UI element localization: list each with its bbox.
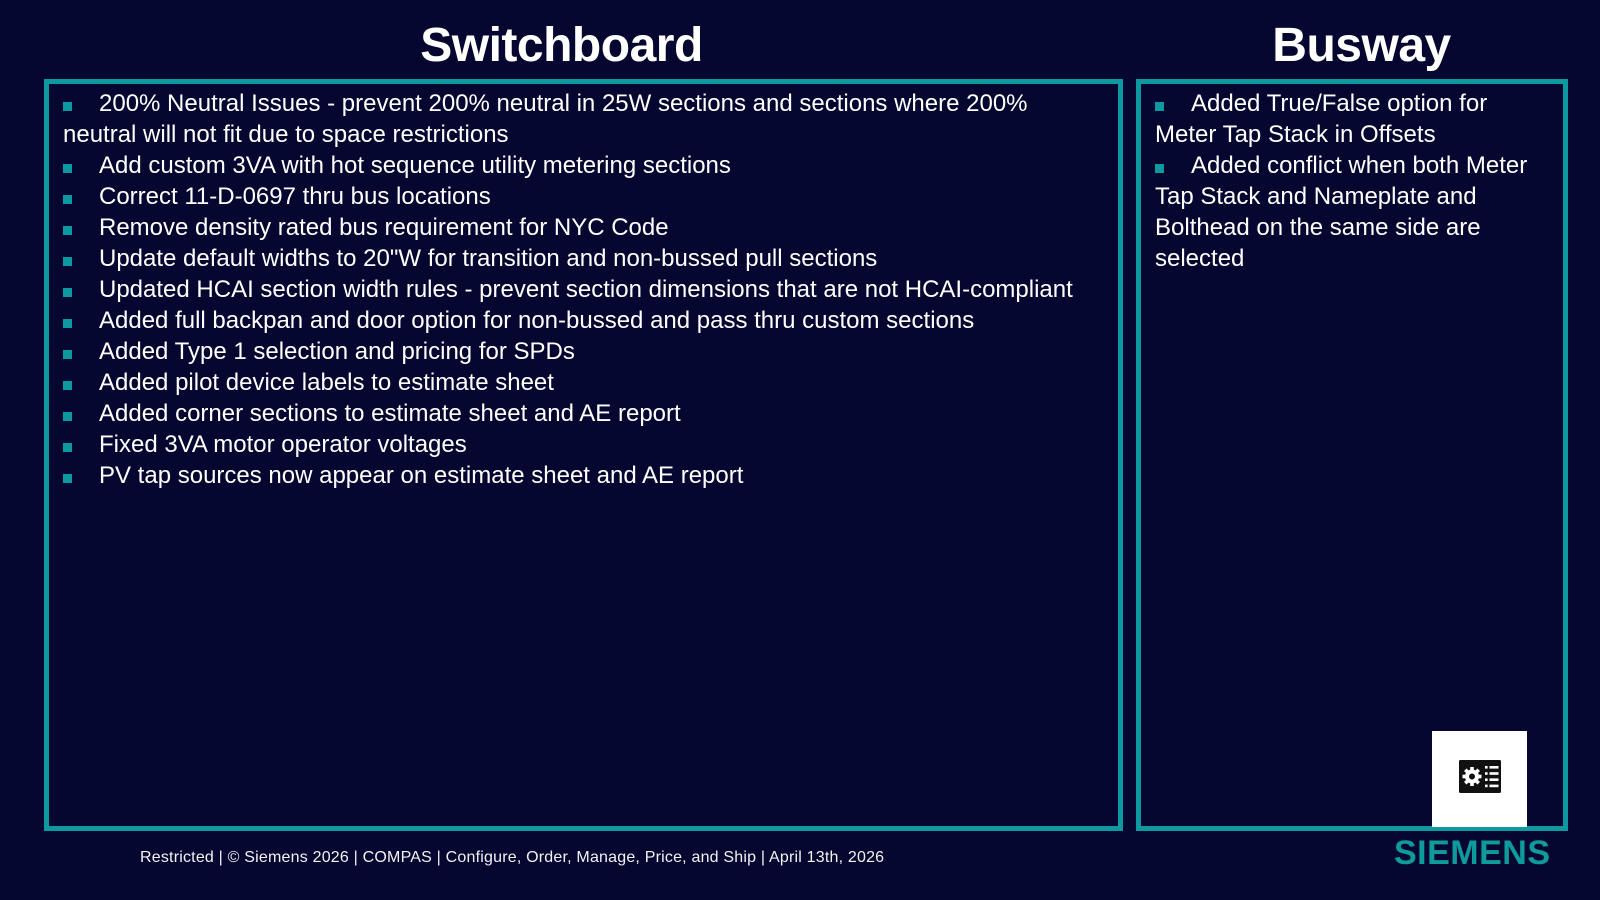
panel-title-switchboard: Switchboard xyxy=(420,19,703,72)
bullet-item: Added Type 1 selection and pricing for SPDs xyxy=(63,336,1102,367)
footer-text: Restricted | © Siemens 2026 | COMPAS | Configure, Order, Manage, Price, and Ship | April 13th, 2026 xyxy=(140,849,885,866)
gear-list-icon xyxy=(1459,760,1501,793)
busway-panel xyxy=(1136,79,1568,831)
bullet-item: PV tap sources now appear on estimate sheet and AE report xyxy=(63,460,1102,491)
bullet-item: Remove density rated bus requirement for NYC Code xyxy=(63,212,1102,243)
panel-title-busway: Busway xyxy=(1272,19,1451,72)
bullet-item: Added True/False option for Meter Tap Stack in Offsets xyxy=(1155,88,1547,150)
switchboard-bullet-list xyxy=(49,84,1118,491)
switchboard-panel xyxy=(44,79,1123,831)
siemens-logo: SIEMENS xyxy=(1394,834,1551,872)
bullet-item: Updated HCAI section width rules - prevent section dimensions that are not HCAI-compliant xyxy=(63,274,1102,305)
busway-bullet-list xyxy=(1141,84,1563,274)
bullet-item: Correct 11-D-0697 thru bus locations xyxy=(63,181,1102,212)
bullet-item: Added full backpan and door option for non-bussed and pass thru custom sections xyxy=(63,305,1102,336)
bullet-item: Update default widths to 20"W for transition and non-bussed pull sections xyxy=(63,243,1102,274)
bullet-item: Added conflict when both Meter Tap Stack and Nameplate and Bolthead on the same side are selected xyxy=(1155,150,1547,274)
bullet-item: Add custom 3VA with hot sequence utility metering sections xyxy=(63,150,1102,181)
bullet-item: 200% Neutral Issues - prevent 200% neutral in 25W sections and sections where 200% neutral will not fit due to space restrictions xyxy=(63,88,1102,150)
app-icon-tile xyxy=(1432,731,1527,827)
bullet-item: Added pilot device labels to estimate sheet xyxy=(63,367,1102,398)
bullet-item: Fixed 3VA motor operator voltages xyxy=(63,429,1102,460)
bullet-item: Added corner sections to estimate sheet and AE report xyxy=(63,398,1102,429)
